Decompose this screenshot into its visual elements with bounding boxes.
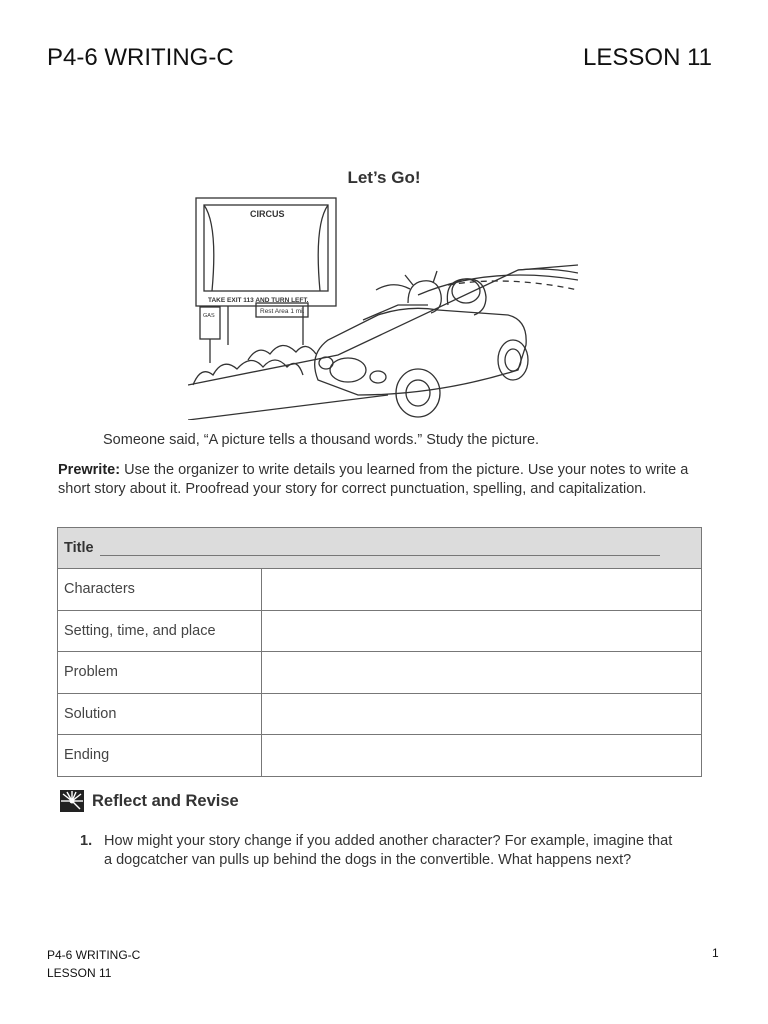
starburst-icon <box>60 790 84 812</box>
organizer-row <box>58 569 701 611</box>
organizer-row-label: Ending <box>58 735 262 776</box>
organizer-title-row <box>58 528 701 569</box>
organizer-row-label: Setting, time, and place <box>58 611 262 652</box>
footer-lesson: LESSON 11 <box>47 966 112 980</box>
title-write-line[interactable] <box>100 541 660 556</box>
footer-course: P4-6 WRITING-C <box>47 948 141 962</box>
organizer-row-label: Solution <box>58 694 262 735</box>
rest-area-sign: Rest Area 1 mi. <box>260 308 305 315</box>
reflect-title: Reflect and Revise <box>92 791 239 810</box>
organizer-row <box>58 611 701 653</box>
header-lesson: LESSON 11 <box>583 44 712 71</box>
page-number: 1 <box>712 946 719 960</box>
question-item <box>80 832 674 870</box>
organizer-row <box>58 652 701 694</box>
organizer-answer-cell[interactable] <box>262 694 701 735</box>
question-text: How might your story change if you added another character? For example, imagine that a dogcatcher van pulls up behind the dogs in the convertible. What happens next? <box>104 833 673 868</box>
story-organizer <box>57 527 702 777</box>
prewrite-label: Prewrite: <box>58 462 121 478</box>
gas-sign: GAS <box>203 313 215 319</box>
worksheet-title: Let’s Go! <box>347 168 421 187</box>
header-course: P4-6 WRITING-C <box>47 44 234 71</box>
question-number: 1. <box>80 833 93 849</box>
organizer-answer-cell[interactable] <box>262 652 701 693</box>
reflect-section-heading <box>60 790 239 812</box>
organizer-row-label: Problem <box>58 652 262 693</box>
billboard-caption: TAKE EXIT 113 AND TURN LEFT. <box>208 297 309 304</box>
organizer-answer-cell[interactable] <box>262 611 701 652</box>
car-billboard-illustration <box>188 195 578 420</box>
organizer-row-label: Characters <box>58 569 262 610</box>
organizer-title-label: Title <box>64 540 94 556</box>
intro-text: Someone said, “A picture tells a thousand words.” Study the picture. <box>103 432 540 448</box>
organizer-row <box>58 735 701 776</box>
prewrite-body: Use the organizer to write details you learned from the picture. Use your notes to write a short story about it. Proofread your story for correct punctuation, spelling, and capitalization. <box>58 462 689 497</box>
organizer-answer-cell[interactable] <box>262 735 701 776</box>
organizer-answer-cell[interactable] <box>262 569 701 610</box>
page-footer <box>47 946 140 982</box>
organizer-row <box>58 694 701 736</box>
billboard-title: CIRCUS <box>250 209 285 219</box>
page-header <box>47 44 712 72</box>
prewrite-instructions <box>58 461 708 499</box>
